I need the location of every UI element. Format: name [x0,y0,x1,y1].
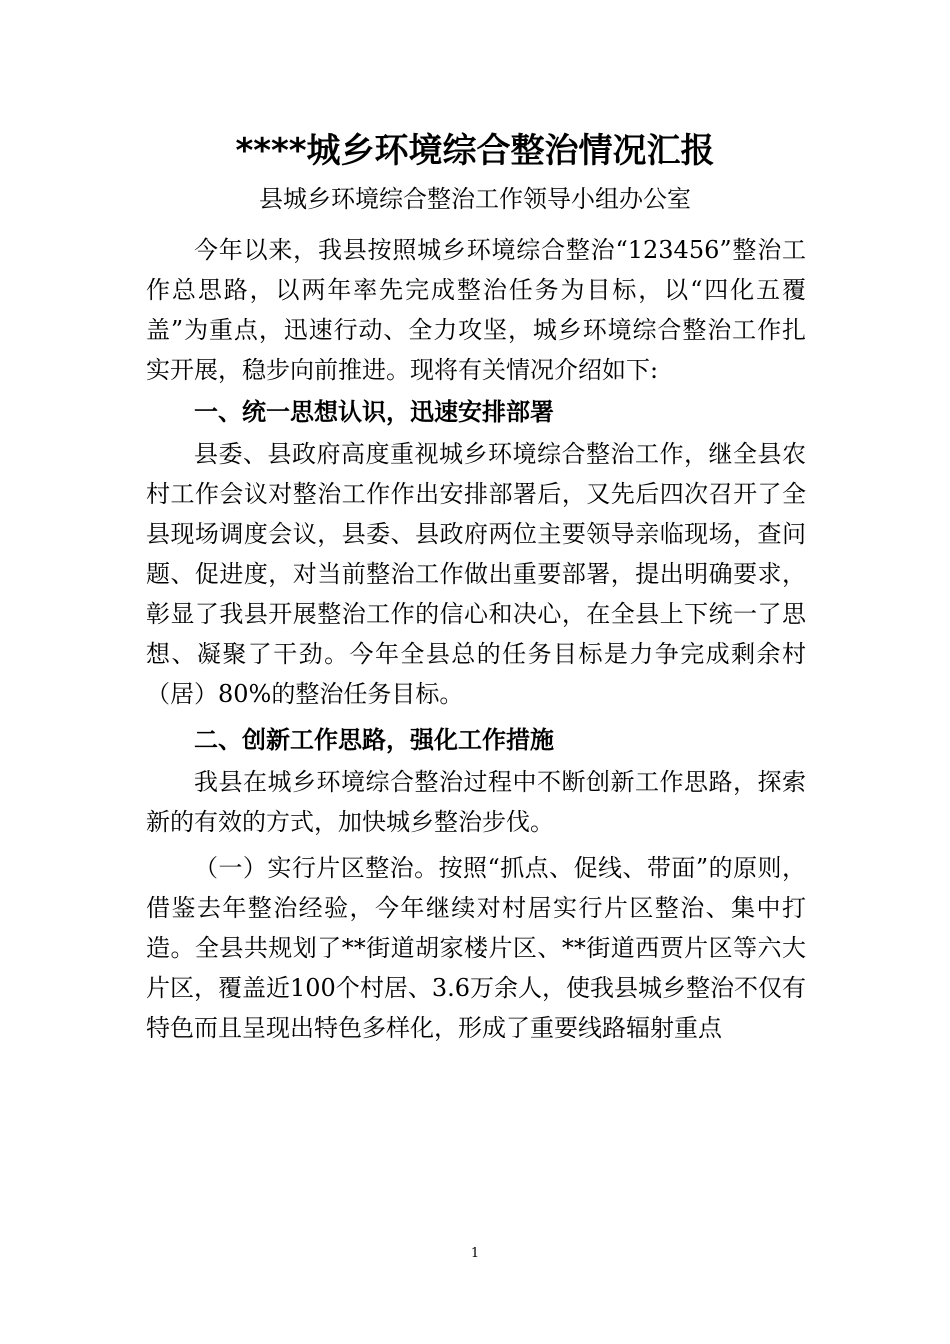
document-subtitle: 县城乡环境综合整治工作领导小组办公室 [259,185,691,213]
page-number: 1 [470,1246,480,1261]
paragraph-intro: 今年以来，我县按照城乡环境综合整治“123456”整治工作总思路，以两年率先完成整治任务为目标，以“四化五覆盖”为重点，迅速行动、全力攻坚，城乡环境综合整治工作扎实开展，稳步向前推进。现将有关情况介绍如下: [146,236,806,384]
paragraph-section-2: 我县在城乡环境综合整治过程中不断创新工作思路，探索新的有效的方式，加快城乡整治步伐。 [146,768,806,836]
document-body [146,230,806,1048]
section-heading-2: 二、创新工作思路，强化工作措施 [194,726,554,754]
document-title: ****城乡环境综合整治情况汇报 [235,131,715,171]
paragraph-section-1: 县委、县政府高度重视城乡环境综合整治工作，继全县农村工作会议对整治工作作出安排部署后，又先后四次召开了全县现场调度会议，县委、县政府两位主要领导亲临现场，查问题、促进度，对当前整治工作做出重要部署，提出明确要求，彰显了我县开展整治工作的信心和决心，在全县上下统一了思想、凝聚了干劲。今年全县总的任务目标是力争完成剩余村（居）80%的整治任务目标。 [146,440,806,708]
paragraph-subsection-1: （一）实行片区整治。按照“抓点、促线、带面”的原则，借鉴去年整治经验，今年继续对村居实行片区整治、集中打造。全县共规划了**街道胡家楼片区、**街道西贾片区等六大片区，覆盖近100个村居、3.6万余人，使我县城乡整治不仅有特色而且呈现出特色多样化，形成了重要线路辐射重点 [146,854,806,1042]
section-heading-1: 一、统一思想认识，迅速安排部署 [194,398,554,426]
